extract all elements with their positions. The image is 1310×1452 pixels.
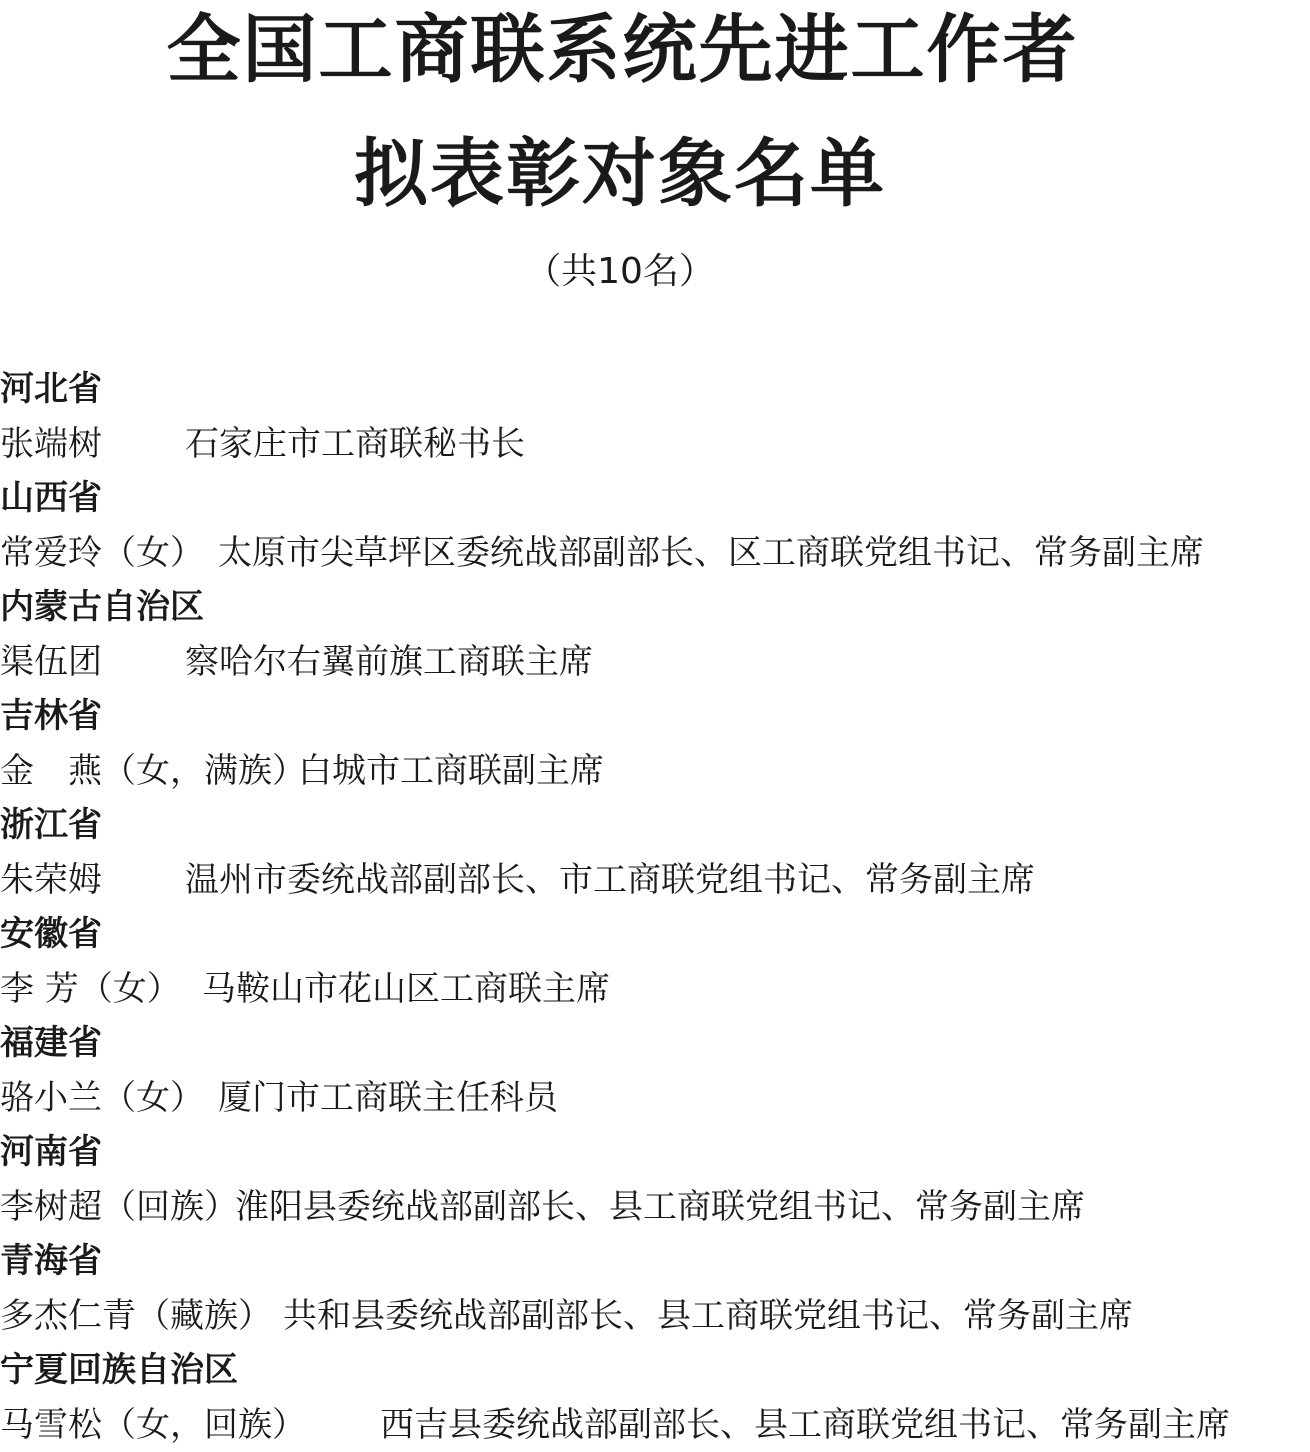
region-heading: 山西省 bbox=[0, 471, 1310, 526]
honoree-position: 温州市委统战部副部长、市工商联党组书记、常务副主席 bbox=[185, 853, 1035, 908]
honoree-row bbox=[0, 417, 1310, 472]
region-heading: 河北省 bbox=[0, 362, 1310, 417]
honoree-position: 马鞍山市花山区工商联主席 bbox=[202, 962, 610, 1017]
honoree-row bbox=[0, 1071, 1310, 1126]
honoree-position: 共和县委统战部副部长、县工商联党组书记、常务副主席 bbox=[283, 1289, 1133, 1344]
honoree-name: 金 燕（女，满族） bbox=[0, 744, 298, 799]
honoree-row bbox=[0, 1398, 1310, 1452]
honoree-position: 淮阳县委统战部副部长、县工商联党组书记、常务副主席 bbox=[235, 1180, 1085, 1235]
honoree-name: 骆小兰（女） bbox=[0, 1071, 218, 1126]
document-title-line-1: 全国工商联系统先进工作者 bbox=[0, 0, 1245, 100]
region-heading: 河南省 bbox=[0, 1125, 1310, 1180]
honoree-name: 张端树 bbox=[0, 417, 185, 472]
honoree-name: 朱荣姆 bbox=[0, 853, 185, 908]
document-title-line-2: 拟表彰对象名单 bbox=[0, 124, 1240, 224]
region-heading: 浙江省 bbox=[0, 798, 1310, 853]
honoree-row bbox=[0, 744, 1310, 799]
honoree-row bbox=[0, 853, 1310, 908]
honoree-row bbox=[0, 635, 1310, 690]
honoree-row bbox=[0, 1180, 1310, 1235]
honoree-row bbox=[0, 526, 1310, 581]
honoree-position: 察哈尔右翼前旗工商联主席 bbox=[185, 635, 593, 690]
region-heading: 吉林省 bbox=[0, 689, 1310, 744]
honoree-position: 石家庄市工商联秘书长 bbox=[185, 417, 525, 472]
honoree-position: 白城市工商联副主席 bbox=[298, 744, 604, 799]
region-heading: 青海省 bbox=[0, 1234, 1310, 1289]
honoree-row bbox=[0, 1289, 1310, 1344]
honoree-name: 常爱玲（女） bbox=[0, 526, 218, 581]
region-heading: 内蒙古自治区 bbox=[0, 580, 1310, 635]
honoree-name: 多杰仁青（藏族） bbox=[0, 1289, 283, 1344]
honoree-position: 太原市尖草坪区委统战部副部长、区工商联党组书记、常务副主席 bbox=[218, 526, 1204, 581]
honoree-row bbox=[0, 962, 1310, 1017]
honoree-name: 马雪松（女，回族） bbox=[0, 1398, 380, 1452]
honoree-name: 李 芳（女） bbox=[0, 962, 202, 1017]
region-heading: 福建省 bbox=[0, 1016, 1310, 1071]
honoree-position: 厦门市工商联主任科员 bbox=[218, 1071, 558, 1126]
honoree-list bbox=[0, 362, 1310, 1452]
region-heading: 安徽省 bbox=[0, 907, 1310, 962]
count-subtitle: （共10名） bbox=[0, 248, 1240, 296]
region-heading: 宁夏回族自治区 bbox=[0, 1343, 1310, 1398]
honoree-position: 西吉县委统战部副部长、县工商联党组书记、常务副主席 bbox=[380, 1398, 1230, 1452]
honoree-name: 渠伍团 bbox=[0, 635, 185, 690]
honoree-name: 李树超（回族） bbox=[0, 1180, 235, 1235]
